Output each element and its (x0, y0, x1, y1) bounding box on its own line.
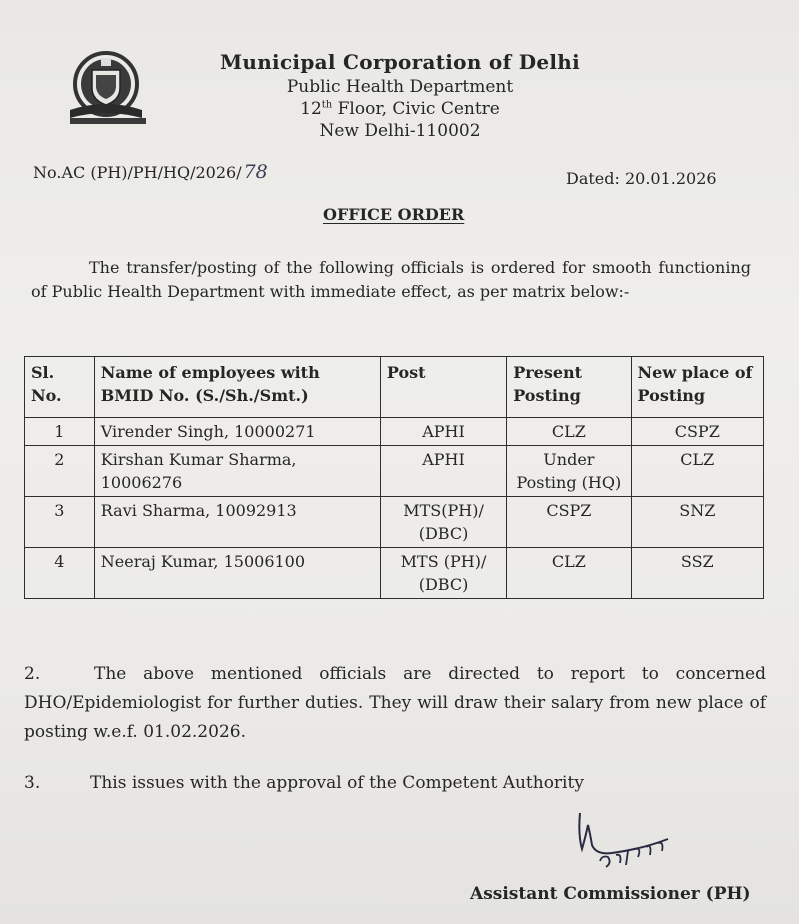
row-sl: 2 (25, 446, 95, 497)
row-sl: 4 (25, 548, 95, 599)
row-sl: 1 (25, 418, 95, 446)
table-row (25, 497, 764, 548)
row-name: Neeraj Kumar, 15006100 (94, 548, 380, 599)
row-post: APHI (380, 446, 506, 497)
header-name: Name of employees with BMID No. (S./Sh./Smt.) (94, 357, 380, 418)
header-post: Post (380, 357, 506, 418)
row-present-posting: CSPZ (507, 497, 631, 548)
paragraph-3-text: This issues with the approval of the Competent Authority (90, 773, 584, 793)
header-sl-no: Sl. No. (25, 357, 95, 418)
handwritten-number: 78 (243, 161, 268, 183)
paragraph-3-number: 3. (24, 773, 41, 793)
paragraph-2-text: The above mentioned officials are directed to report to concerned DHO/Epidemiologist for further duties. They will draw their salary from new place of posting w.e.f. 01.02.2026. (24, 664, 766, 742)
row-post: APHI (380, 418, 506, 446)
signer-designation: Assistant Commissioner (PH) (470, 884, 751, 904)
row-name: Ravi Sharma, 10092913 (94, 497, 380, 548)
row-new-posting: CSPZ (631, 418, 763, 446)
header-new-posting: New place of Posting (631, 357, 763, 418)
intro-paragraph: The transfer/posting of the following officials is ordered for smooth functioning of Public Health Department with immediate effect, as per matrix below:- (31, 258, 751, 301)
row-present-posting: Under Posting (HQ) (507, 446, 631, 497)
office-floor: 12th Floor, Civic Centre (300, 99, 500, 119)
order-date: Dated: 20.01.2026 (566, 169, 717, 188)
table-row (25, 548, 764, 599)
paragraph-2-number: 2. (24, 664, 41, 684)
department-name: Public Health Department (286, 77, 514, 97)
row-present-posting: CLZ (507, 548, 631, 599)
paragraph-3 (24, 773, 766, 793)
table-row (25, 418, 764, 446)
organization-name: Municipal Corporation of Delhi (219, 50, 581, 74)
table-header-row (25, 357, 764, 418)
row-new-posting: CLZ (631, 446, 763, 497)
paragraph-2 (24, 660, 766, 747)
document-title: OFFICE ORDER (323, 205, 465, 224)
transfer-table (24, 356, 764, 599)
table-row (25, 446, 764, 497)
handwritten-signature (572, 805, 682, 875)
mcd-emblem-icon (66, 48, 150, 130)
reference-number: No.AC (PH)/PH/HQ/2026/ 78 (33, 161, 268, 183)
row-post: MTS(PH)/ (DBC) (380, 497, 506, 548)
row-post: MTS (PH)/ (DBC) (380, 548, 506, 599)
row-new-posting: SNZ (631, 497, 763, 548)
row-name: Virender Singh, 10000271 (94, 418, 380, 446)
office-city: New Delhi-110002 (319, 121, 481, 141)
header-present-posting: Present Posting (507, 357, 631, 418)
row-sl: 3 (25, 497, 95, 548)
row-name: Kirshan Kumar Sharma, 10006276 (94, 446, 380, 497)
row-present-posting: CLZ (507, 418, 631, 446)
row-new-posting: SSZ (631, 548, 763, 599)
